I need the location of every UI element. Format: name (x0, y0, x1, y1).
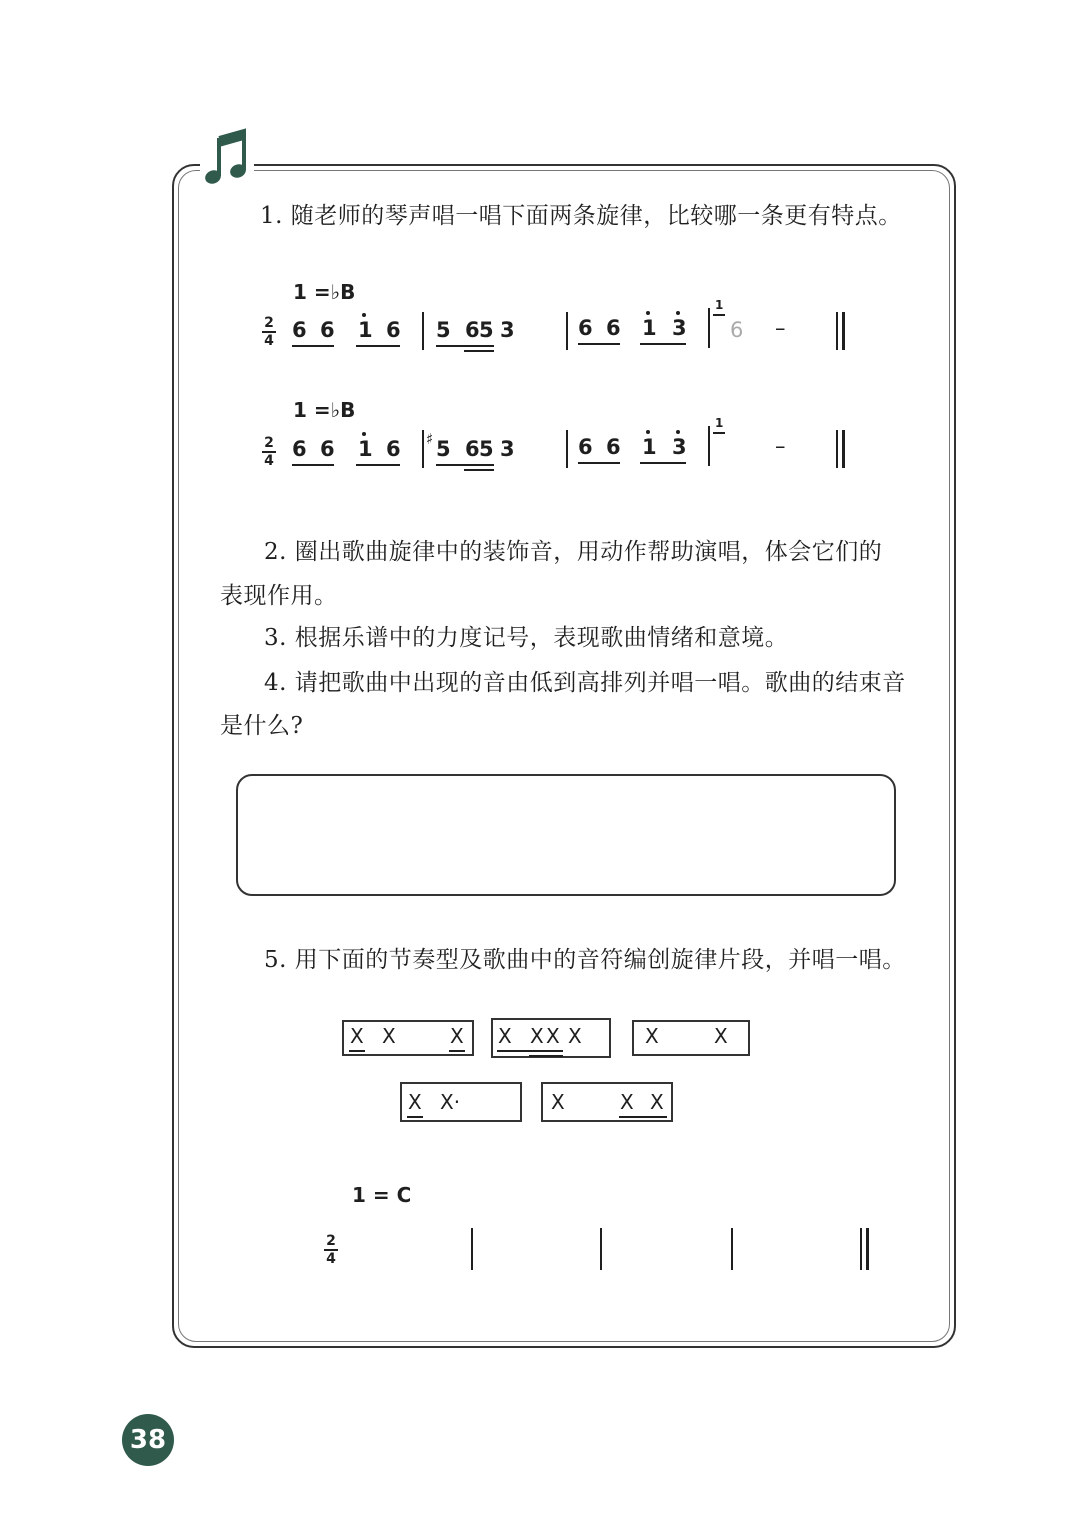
final-barline (836, 312, 838, 350)
high-dot (362, 313, 366, 317)
note: 6 (320, 318, 335, 342)
barline (422, 430, 424, 468)
compose-time-signature: 2 4 (324, 1234, 338, 1266)
barline (708, 426, 710, 466)
grace-note: 1 (715, 298, 724, 312)
question-3: 3. 根据乐谱中的力度记号，表现歌曲情绪和意境。 (264, 625, 789, 651)
rhythm-note: X (645, 1024, 659, 1048)
note: 6 (578, 316, 593, 340)
note: 6 (606, 316, 621, 340)
rhythm-note: X (620, 1090, 634, 1114)
note: 6 (465, 437, 480, 461)
rhythm-note: X (568, 1024, 582, 1048)
grace-note: 1 (715, 416, 724, 430)
note: 6 (606, 435, 621, 459)
note: 1 (358, 318, 373, 342)
rhythm-note: X (714, 1024, 728, 1048)
barline (708, 308, 710, 348)
barline (422, 312, 424, 350)
question-2-line-2: 表现作用。 (220, 583, 338, 609)
dash: – (775, 316, 786, 340)
rhythm-note: X (546, 1024, 560, 1048)
high-dot (646, 430, 650, 434)
final-barline (836, 430, 838, 468)
final-barline (842, 430, 845, 468)
music-note-icon (200, 126, 254, 190)
note: 5 (436, 318, 451, 342)
melody-2-time-signature: 2 4 (262, 436, 276, 468)
note: 1 (642, 316, 657, 340)
note: 6 (730, 318, 744, 342)
final-barline (866, 1228, 869, 1270)
barline (566, 312, 568, 350)
note: 5 (479, 437, 494, 461)
page-number-badge: 38 (122, 1414, 174, 1466)
melody-2-key: 1 =♭B (293, 398, 356, 422)
melody-1-key: 1 =♭B (293, 280, 356, 304)
barline (471, 1228, 473, 1270)
high-dot (646, 311, 650, 315)
barline (731, 1228, 733, 1270)
sharp-sign: ♯ (426, 430, 434, 448)
rhythm-note: X· (440, 1090, 461, 1114)
answer-box[interactable] (236, 774, 896, 896)
note: 6 (320, 437, 335, 461)
note: 1 (642, 435, 657, 459)
compose-key: 1 = C (352, 1183, 412, 1207)
question-4-line-2: 是什么? (220, 713, 304, 739)
note: 6 (465, 318, 480, 342)
question-1: 1. 随老师的琴声唱一唱下面两条旋律，比较哪一条更有特点。 (260, 203, 902, 229)
final-barline (842, 312, 845, 350)
high-dot (676, 430, 680, 434)
note: 6 (292, 318, 307, 342)
rhythm-note: X (650, 1090, 664, 1114)
melody-1-time-signature: 2 4 (262, 316, 276, 348)
note: 6 (292, 437, 307, 461)
note: 3 (500, 437, 515, 461)
rhythm-note: X (530, 1024, 544, 1048)
barline (600, 1228, 602, 1270)
rhythm-note: X (450, 1024, 464, 1048)
question-5: 5. 用下面的节奏型及歌曲中的音符编创旋律片段，并唱一唱。 (264, 947, 906, 973)
note: 5 (436, 437, 451, 461)
note: 3 (672, 316, 687, 340)
note: 6 (386, 318, 401, 342)
note: 6 (578, 435, 593, 459)
dash: – (775, 434, 786, 458)
note: 5 (479, 318, 494, 342)
barline (566, 430, 568, 468)
question-4-line-1: 4. 请把歌曲中出现的音由低到高排列并唱一唱。歌曲的结束音 (264, 670, 906, 696)
note: 6 (386, 437, 401, 461)
rhythm-note: X (498, 1024, 512, 1048)
high-dot (362, 432, 366, 436)
rhythm-note: X (408, 1090, 422, 1114)
rhythm-note: X (350, 1024, 364, 1048)
note: 3 (672, 435, 687, 459)
high-dot (676, 311, 680, 315)
note: 1 (358, 437, 373, 461)
note: 3 (500, 318, 515, 342)
rhythm-note: X (382, 1024, 396, 1048)
rhythm-note: X (551, 1090, 565, 1114)
question-2-line-1: 2. 圈出歌曲旋律中的装饰音，用动作帮助演唱，体会它们的 (264, 539, 883, 565)
final-barline (860, 1228, 862, 1270)
